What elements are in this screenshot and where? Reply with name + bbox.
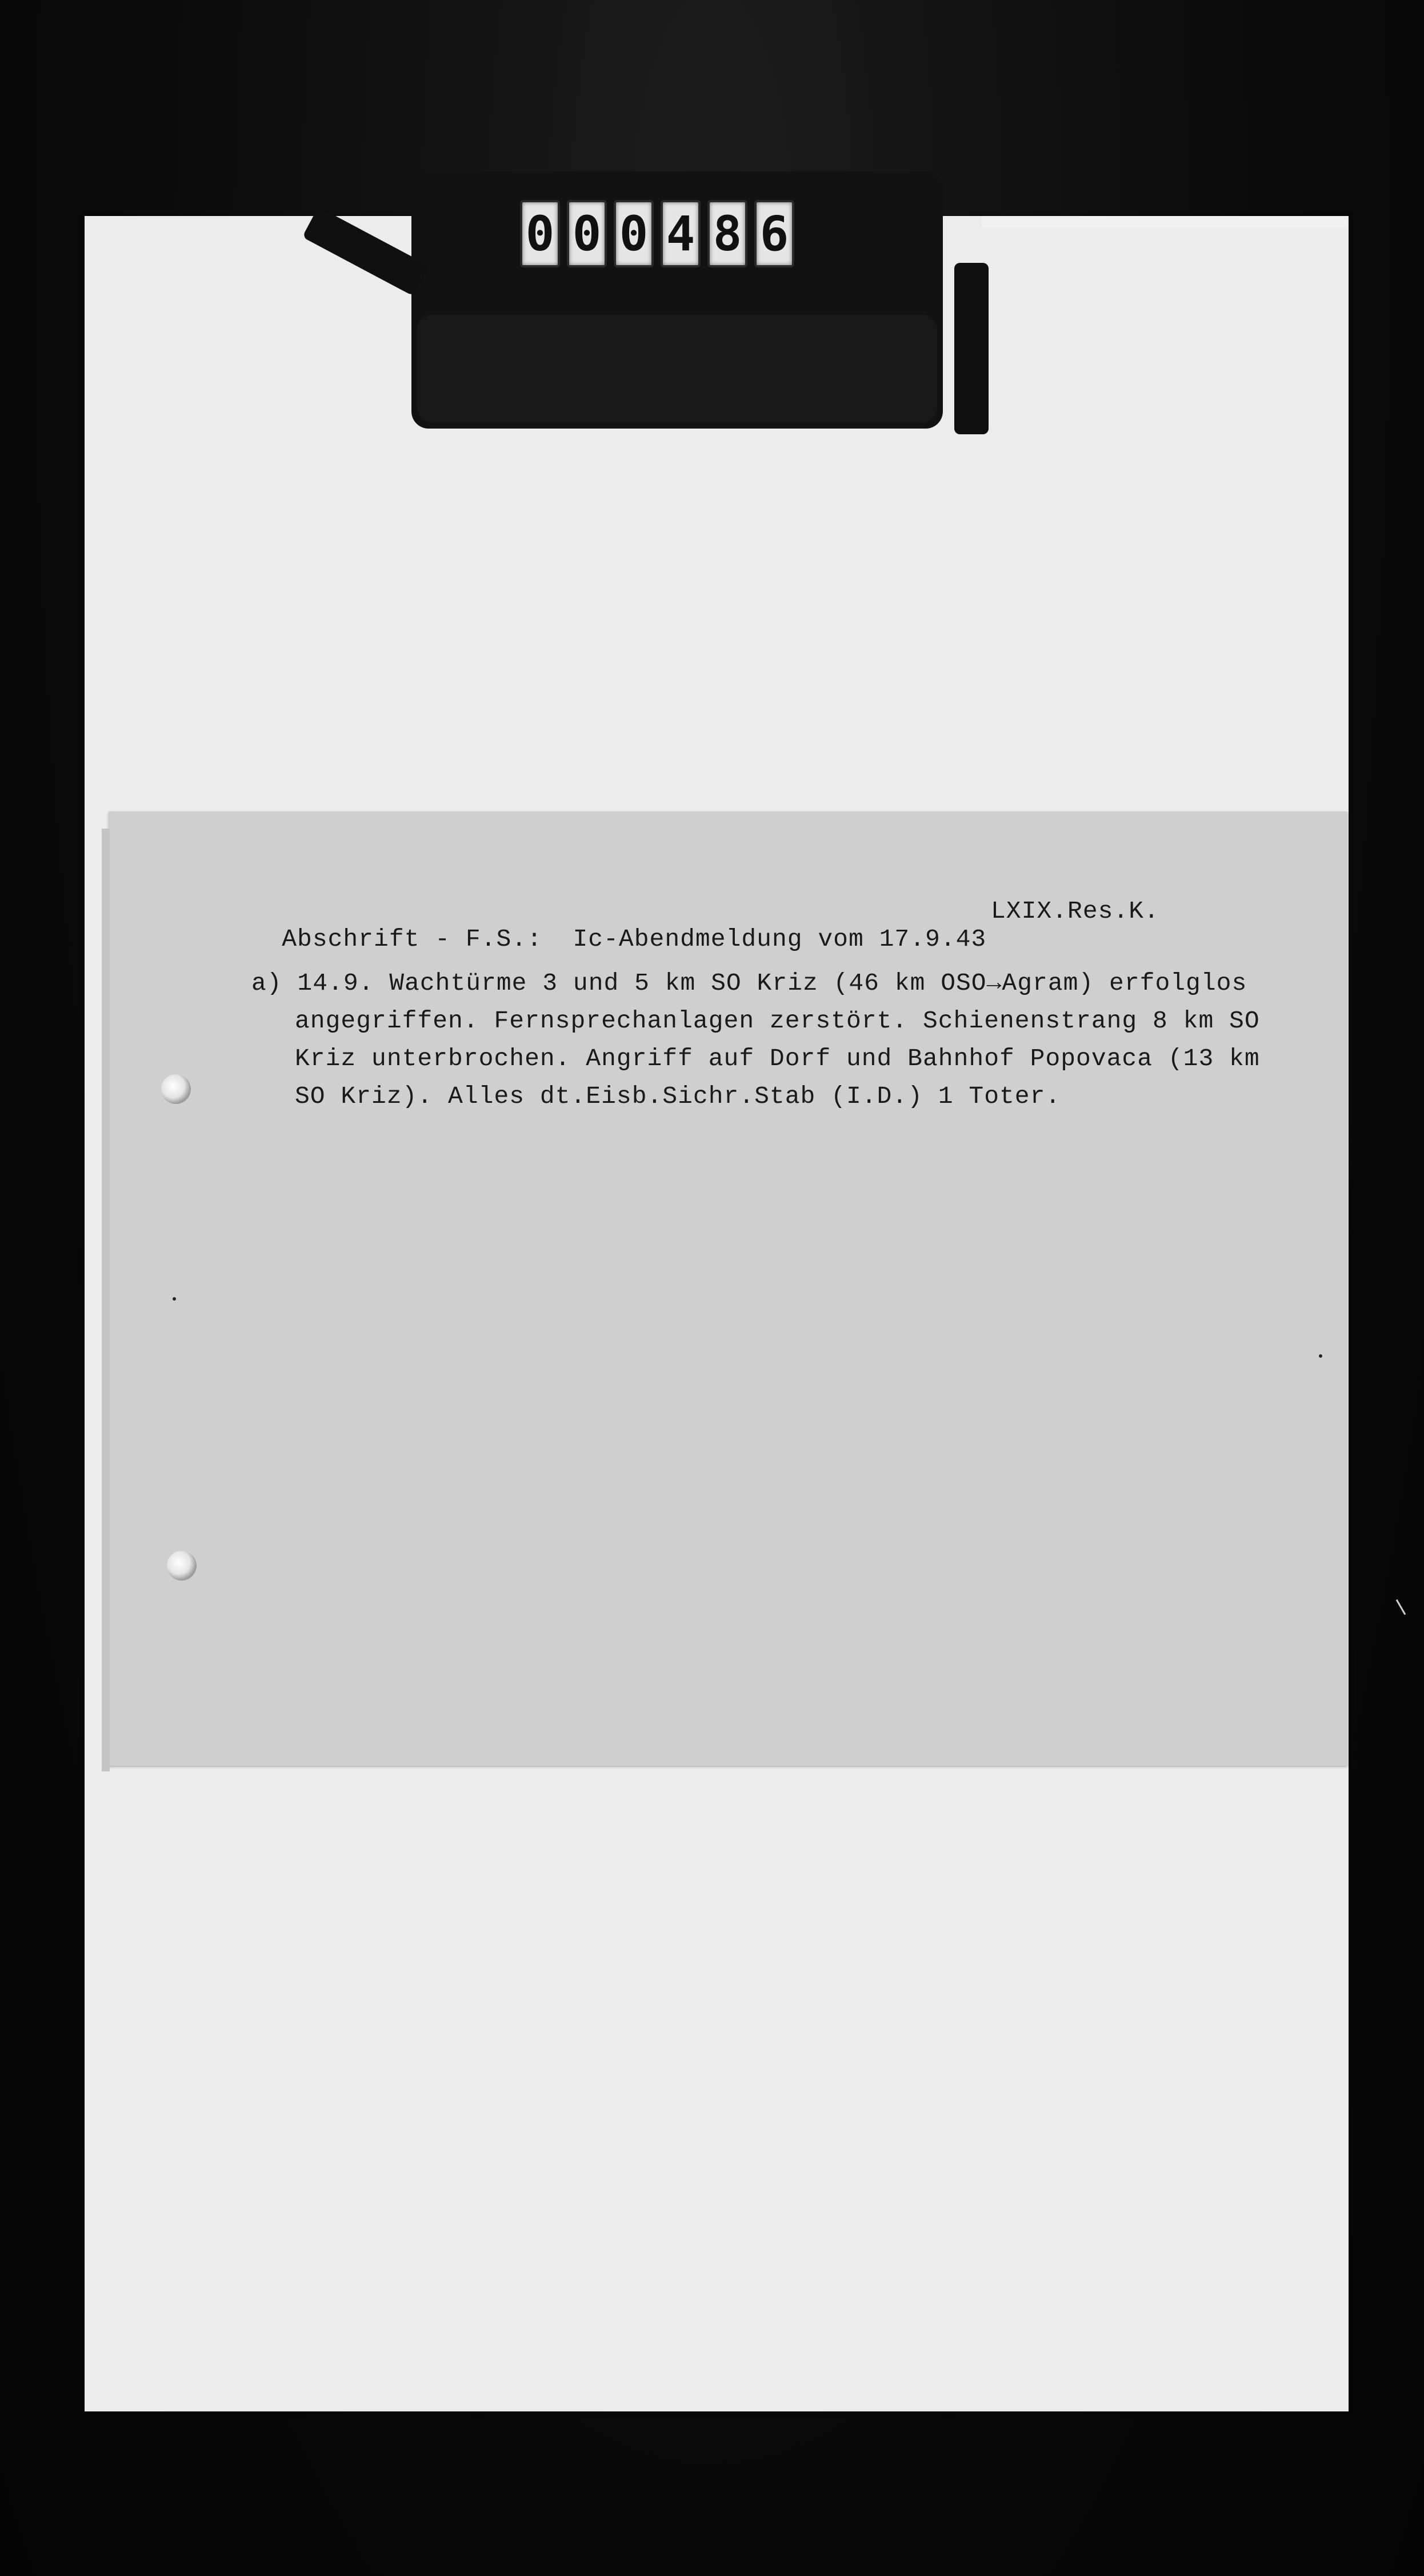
counter-digit: 0 (520, 200, 560, 267)
counter-housing-lower (417, 314, 937, 423)
backing-sheet-tab (982, 216, 1347, 227)
dust-speck (1319, 1354, 1322, 1358)
index-card (109, 811, 1347, 1766)
punch-hole-upper (161, 1074, 191, 1104)
entry-line: Kriz unterbrochen. Angriff auf Dorf und Bahnhof Popovaca (13 km (295, 1045, 1260, 1073)
entry-line: a) 14.9. Wachtürme 3 und 5 km SO Kriz (46 km OSO→Agram) erfolglos (251, 969, 1247, 997)
counter-digit: 8 (707, 200, 747, 267)
card-entry (251, 965, 1326, 1115)
frame-counter (520, 200, 794, 274)
counter-digit: 0 (614, 200, 654, 267)
card-header-title: Abschrift - F.S.: Ic-Abendmeldung vom 17.9.43 (282, 925, 987, 953)
counter-digit: 0 (567, 200, 607, 267)
counter-digit: 6 (754, 200, 794, 267)
card-header-unit: LXIX.Res.K. (991, 897, 1159, 925)
entry-line: angegriffen. Fernsprechanlagen zerstört. Schienenstrang 8 km SO (295, 1007, 1260, 1035)
counter-digit: 4 (661, 200, 701, 267)
frame-counter-device (411, 171, 943, 429)
punch-hole-lower (167, 1551, 197, 1581)
entry-line: SO Kriz). Alles dt.Eisb.Sichr.Stab (I.D.) 1 Toter. (295, 1082, 1061, 1110)
counter-clip-right (954, 263, 989, 434)
dust-speck (173, 1297, 176, 1301)
